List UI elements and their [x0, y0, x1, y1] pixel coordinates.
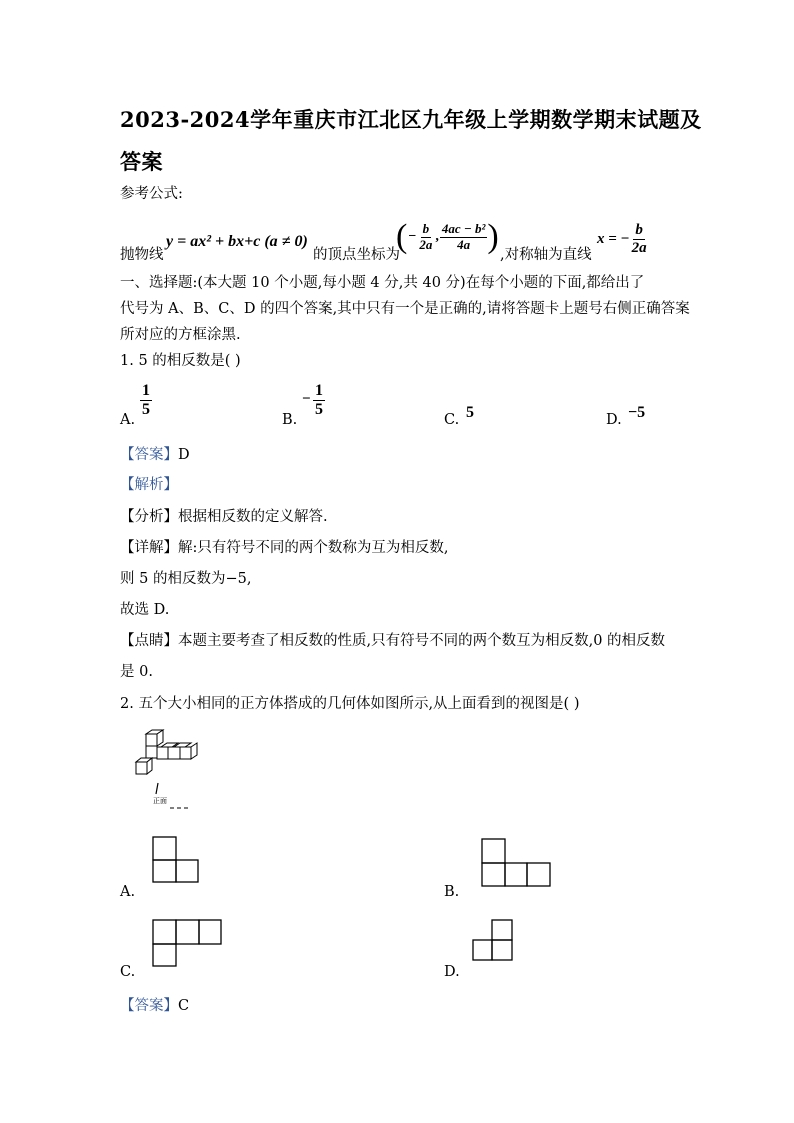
- q1-option-a-fraction: [140, 382, 152, 418]
- fenxi-tag: 【分析】: [120, 509, 178, 525]
- axis-lhs: x = −: [597, 230, 630, 247]
- q2-option-d-label: D.: [444, 964, 460, 980]
- minus-sign: −: [408, 229, 417, 244]
- q1-option-b-num: 1: [315, 382, 323, 399]
- page-title-cont: 答案: [120, 149, 163, 174]
- q2-option-a-label: A.: [120, 884, 136, 900]
- vertex-y-fraction: [440, 222, 488, 252]
- section-line-3: 所对应的方框涂黑.: [120, 327, 241, 343]
- q1-option-c-label: C.: [444, 412, 460, 428]
- page-title: 2023-2024学年重庆市江北区九年级上学期数学期末试题及: [120, 107, 702, 132]
- point-text: 本题主要考查了相反数的性质,只有符号不同的两个数互为相反数,0 的相反数: [178, 633, 666, 649]
- q1-then: 则 5 的相反数为−5,: [120, 571, 252, 587]
- q1-fenxi: [120, 505, 328, 526]
- q2-option-c-figure: [150, 917, 224, 969]
- q1-option-c-value: 5: [466, 404, 474, 421]
- q2-option-b-label: B.: [444, 884, 460, 900]
- vertex-x-fraction: [417, 222, 434, 252]
- q1-point: [120, 629, 665, 650]
- q1-answer: [120, 443, 190, 464]
- formula-label: 参考公式:: [120, 186, 183, 202]
- axis-den: 2a: [631, 239, 647, 256]
- q1-option-b-sign: −: [302, 391, 311, 407]
- q1-option-a-num: 1: [142, 382, 150, 399]
- axis-num: b: [635, 222, 643, 238]
- q1-option-d-label: D.: [606, 412, 622, 428]
- detail-tag: 【详解】: [120, 540, 178, 556]
- axis-text: ,对称轴为直线: [500, 247, 592, 263]
- left-paren: (: [396, 218, 408, 255]
- section-line-1: 一、选择题:(本大题 10 个小题,每小题 4 分,共 40 分)在每个小题的下面,都给出了: [120, 275, 645, 291]
- vertex-x-den: 2a: [419, 236, 433, 252]
- q1-option-a-den: 5: [142, 400, 150, 418]
- vertex-x-num: b: [422, 221, 430, 237]
- front-arrow: [156, 783, 158, 794]
- answer-tag: 【答案】: [120, 447, 178, 463]
- q1-option-b-label: B.: [282, 412, 298, 428]
- q1-choose: 故选 D.: [120, 602, 170, 618]
- q1-analysis-tag: 【解析】: [120, 477, 178, 493]
- axis-fraction: [630, 222, 649, 256]
- q1-point-cont: 是 0.: [120, 664, 153, 680]
- q1-detail: [120, 536, 449, 557]
- answer-value: D: [178, 447, 190, 463]
- section-line-2: 代号为 A、B、C、D 的四个答案,其中只有一个是正确的,请将答题卡上题号右侧正确答案: [120, 301, 690, 317]
- cube-figure: [130, 728, 205, 813]
- right-paren: ): [487, 218, 499, 255]
- detail-text: 解:只有符号不同的两个数称为互为相反数,: [178, 540, 449, 556]
- q1-option-b-fraction: [313, 382, 325, 418]
- front-label: 正面: [153, 797, 167, 805]
- q1-option-a-label: A.: [120, 412, 136, 428]
- q2-stem: 2. 五个大小相同的正方体搭成的几何体如图所示,从上面看到的视图是( ): [120, 696, 580, 712]
- q1-option-d-value: −5: [628, 404, 646, 421]
- vertex-text: 的顶点坐标为: [313, 247, 400, 263]
- formula-prefix: 抛物线: [120, 247, 164, 263]
- fenxi-text: 根据相反数的定义解答.: [178, 509, 328, 525]
- vertex-coordinate: [396, 212, 499, 262]
- q2-answer-value: C: [178, 998, 190, 1014]
- q2-option-b-figure: [479, 837, 553, 889]
- comma: ,: [435, 229, 439, 244]
- point-tag: 【点睛】: [120, 633, 178, 649]
- q2-option-c-label: C.: [120, 964, 136, 980]
- q2-answer-tag: 【答案】: [120, 998, 178, 1014]
- q2-answer: [120, 994, 189, 1015]
- q1-option-b-den: 5: [315, 400, 323, 418]
- axis-equation: [597, 217, 649, 261]
- q1-stem: 1. 5 的相反数是( ): [120, 353, 241, 369]
- vertex-y-den: 4a: [457, 236, 471, 252]
- q2-option-a-figure: [150, 835, 202, 885]
- q2-option-d-figure: [471, 917, 519, 963]
- vertex-y-num: 4ac − b²: [441, 221, 486, 237]
- parabola-equation: y = ax² + bx+c (a ≠ 0): [166, 233, 308, 250]
